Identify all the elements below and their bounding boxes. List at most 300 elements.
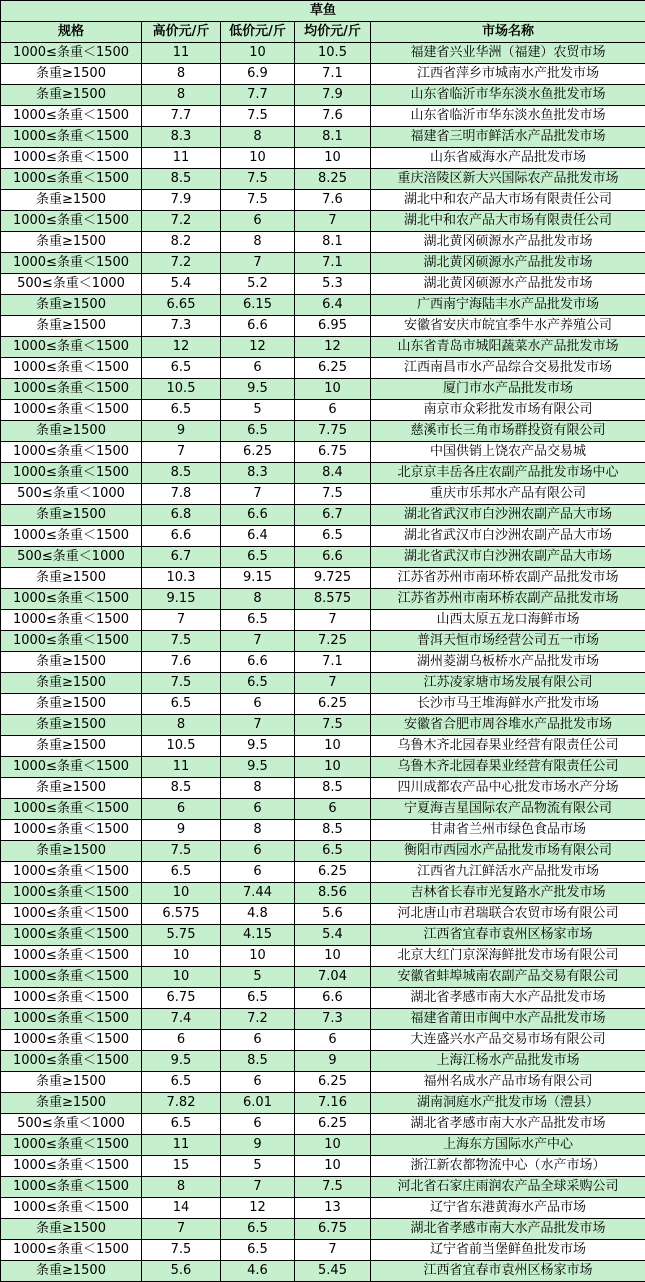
cell-avg-price: 6.75	[295, 442, 371, 463]
cell-low-price: 8	[221, 232, 295, 253]
cell-low-price: 6.4	[221, 526, 295, 547]
cell-market-name: 湖北黄冈硕源水产品批发市场	[371, 232, 645, 253]
cell-avg-price: 6	[295, 400, 371, 421]
cell-spec: 1000≤条重＜1500	[1, 589, 142, 610]
cell-market-name: 河北省石家庄雨润农产品全球采购公司	[371, 1177, 645, 1198]
cell-market-name: 北京京丰岳各庄农副产品批发市场中心	[371, 463, 645, 484]
cell-avg-price: 10.5	[295, 43, 371, 64]
cell-low-price: 6.5	[221, 610, 295, 631]
cell-avg-price: 6.4	[295, 295, 371, 316]
cell-low-price: 6.6	[221, 505, 295, 526]
cell-avg-price: 6.6	[295, 547, 371, 568]
cell-low-price: 8	[221, 778, 295, 799]
table-row	[1, 85, 645, 106]
table-row	[1, 799, 645, 820]
cell-spec: 条重≥1500	[1, 1219, 142, 1240]
cell-spec: 1000≤条重＜1500	[1, 43, 142, 64]
cell-avg-price: 7	[295, 211, 371, 232]
cell-spec: 条重≥1500	[1, 190, 142, 211]
cell-avg-price: 6.25	[295, 862, 371, 883]
cell-high-price: 6.6	[142, 526, 221, 547]
cell-market-name: 湖北省武汉市白沙洲农副产品大市场	[371, 526, 645, 547]
table-row	[1, 295, 645, 316]
table-row	[1, 1051, 645, 1072]
cell-market-name: 厦门市水产品批发市场	[371, 379, 645, 400]
cell-low-price: 10	[221, 148, 295, 169]
cell-low-price: 9.15	[221, 568, 295, 589]
cell-avg-price: 8.25	[295, 169, 371, 190]
table-row	[1, 1093, 645, 1114]
table-row	[1, 820, 645, 841]
table-row	[1, 316, 645, 337]
cell-market-name: 湖北中和农产品大市场有限责任公司	[371, 211, 645, 232]
cell-low-price: 10	[221, 43, 295, 64]
cell-spec: 条重≥1500	[1, 85, 142, 106]
cell-high-price: 7.9	[142, 190, 221, 211]
table-row	[1, 1156, 645, 1177]
cell-high-price: 10	[142, 883, 221, 904]
table-row	[1, 211, 645, 232]
cell-market-name: 山东省青岛市城阳蔬菜水产品批发市场	[371, 337, 645, 358]
cell-market-name: 湖南洞庭水产批发市场（澧县）	[371, 1093, 645, 1114]
table-row	[1, 253, 645, 274]
table-row	[1, 337, 645, 358]
table-title: 草鱼	[1, 1, 645, 22]
cell-spec: 条重≥1500	[1, 1072, 142, 1093]
cell-spec: 条重≥1500	[1, 568, 142, 589]
cell-avg-price: 7.9	[295, 85, 371, 106]
cell-spec: 条重≥1500	[1, 694, 142, 715]
table-row	[1, 232, 645, 253]
cell-low-price: 7	[221, 631, 295, 652]
cell-high-price: 6	[142, 1030, 221, 1051]
cell-high-price: 14	[142, 1198, 221, 1219]
cell-low-price: 6	[221, 1072, 295, 1093]
cell-spec: 1000≤条重＜1500	[1, 169, 142, 190]
cell-high-price: 6.5	[142, 358, 221, 379]
title-row	[1, 1, 645, 22]
table-row	[1, 631, 645, 652]
cell-low-price: 6	[221, 799, 295, 820]
column-header-market: 市场名称	[371, 22, 645, 43]
cell-low-price: 6.5	[221, 1240, 295, 1261]
cell-market-name: 湖北省武汉市白沙洲农副产品大市场	[371, 547, 645, 568]
cell-low-price: 5	[221, 967, 295, 988]
cell-high-price: 8	[142, 715, 221, 736]
cell-market-name: 湖北省武汉市白沙洲农副产品大市场	[371, 505, 645, 526]
cell-low-price: 9.5	[221, 379, 295, 400]
cell-spec: 1000≤条重＜1500	[1, 925, 142, 946]
cell-market-name: 福州名成水产品市场有限公司	[371, 1072, 645, 1093]
cell-high-price: 10.5	[142, 379, 221, 400]
cell-avg-price: 6	[295, 1030, 371, 1051]
cell-high-price: 6.575	[142, 904, 221, 925]
cell-spec: 条重≥1500	[1, 652, 142, 673]
table-row	[1, 463, 645, 484]
cell-high-price: 8.5	[142, 778, 221, 799]
table-row	[1, 883, 645, 904]
cell-high-price: 7.5	[142, 1240, 221, 1261]
cell-market-name: 吉林省长春市光复路水产批发市场	[371, 883, 645, 904]
cell-avg-price: 7.75	[295, 421, 371, 442]
cell-low-price: 8	[221, 127, 295, 148]
cell-avg-price: 6.25	[295, 1072, 371, 1093]
cell-market-name: 乌鲁木齐北园春果业经营有限责任公司	[371, 736, 645, 757]
cell-avg-price: 6.5	[295, 841, 371, 862]
cell-market-name: 重庆市乐邦水产品有限公司	[371, 484, 645, 505]
cell-market-name: 湖州菱湖乌板桥水产品批发市场	[371, 652, 645, 673]
table-row	[1, 274, 645, 295]
cell-low-price: 6.5	[221, 547, 295, 568]
cell-avg-price: 7.3	[295, 1009, 371, 1030]
table-row	[1, 673, 645, 694]
cell-high-price: 10.3	[142, 568, 221, 589]
cell-low-price: 8	[221, 589, 295, 610]
cell-spec: 1000≤条重＜1500	[1, 463, 142, 484]
cell-market-name: 山东省临沂市华东淡水鱼批发市场	[371, 106, 645, 127]
cell-market-name: 安徽省蚌埠城南农副产品交易有限公司	[371, 967, 645, 988]
table-row	[1, 1177, 645, 1198]
cell-low-price: 9.5	[221, 736, 295, 757]
cell-market-name: 甘肃省兰州市绿色食品市场	[371, 820, 645, 841]
cell-high-price: 6.8	[142, 505, 221, 526]
cell-market-name: 重庆涪陵区新大兴国际农产品批发市场	[371, 169, 645, 190]
table-row	[1, 736, 645, 757]
cell-market-name: 乌鲁木齐北园春果业经营有限责任公司	[371, 757, 645, 778]
table-row	[1, 379, 645, 400]
cell-spec: 500≤条重＜1000	[1, 274, 142, 295]
cell-spec: 1000≤条重＜1500	[1, 127, 142, 148]
cell-avg-price: 6.95	[295, 316, 371, 337]
cell-low-price: 6	[221, 1030, 295, 1051]
cell-market-name: 江西省宜春市袁州区杨家市场	[371, 1261, 645, 1282]
cell-avg-price: 10	[295, 757, 371, 778]
cell-spec: 500≤条重＜1000	[1, 1114, 142, 1135]
cell-spec: 条重≥1500	[1, 1261, 142, 1282]
cell-high-price: 5.6	[142, 1261, 221, 1282]
cell-high-price: 7.6	[142, 652, 221, 673]
cell-low-price: 8.3	[221, 463, 295, 484]
cell-avg-price: 10	[295, 148, 371, 169]
cell-spec: 1000≤条重＜1500	[1, 820, 142, 841]
cell-high-price: 7.3	[142, 316, 221, 337]
cell-market-name: 上海江杨水产品批发市场	[371, 1051, 645, 1072]
cell-spec: 1000≤条重＜1500	[1, 883, 142, 904]
cell-market-name: 山东省威海水产品批发市场	[371, 148, 645, 169]
cell-spec: 条重≥1500	[1, 232, 142, 253]
cell-low-price: 6	[221, 211, 295, 232]
cell-spec: 1000≤条重＜1500	[1, 904, 142, 925]
table-row	[1, 589, 645, 610]
cell-market-name: 南京市众彩批发市场有限公司	[371, 400, 645, 421]
cell-spec: 1000≤条重＜1500	[1, 1030, 142, 1051]
cell-low-price: 4.8	[221, 904, 295, 925]
table-row	[1, 43, 645, 64]
table-row	[1, 841, 645, 862]
cell-high-price: 6.5	[142, 400, 221, 421]
cell-market-name: 福建省兴业华洲（福建）农贸市场	[371, 43, 645, 64]
cell-avg-price: 7.04	[295, 967, 371, 988]
cell-avg-price: 9	[295, 1051, 371, 1072]
cell-low-price: 7.2	[221, 1009, 295, 1030]
cell-high-price: 5.75	[142, 925, 221, 946]
table-row	[1, 1114, 645, 1135]
cell-market-name: 江苏省苏州市南环桥农副产品批发市场	[371, 568, 645, 589]
cell-market-name: 浙江新农都物流中心（水产市场）	[371, 1156, 645, 1177]
cell-low-price: 5.2	[221, 274, 295, 295]
cell-spec: 1000≤条重＜1500	[1, 757, 142, 778]
cell-avg-price: 8.5	[295, 778, 371, 799]
cell-high-price: 9	[142, 421, 221, 442]
cell-avg-price: 8.4	[295, 463, 371, 484]
cell-high-price: 15	[142, 1156, 221, 1177]
cell-market-name: 广西南宁海陆丰水产品批发市场	[371, 295, 645, 316]
cell-avg-price: 6.7	[295, 505, 371, 526]
cell-high-price: 6.5	[142, 1072, 221, 1093]
cell-high-price: 7.2	[142, 211, 221, 232]
cell-high-price: 7	[142, 610, 221, 631]
cell-avg-price: 7.16	[295, 1093, 371, 1114]
column-header-spec: 规格	[1, 22, 142, 43]
cell-market-name: 湖北省孝感市南大水产品批发市场	[371, 1219, 645, 1240]
cell-market-name: 山东省临沂市华东淡水鱼批发市场	[371, 85, 645, 106]
table-row	[1, 1135, 645, 1156]
cell-market-name: 湖北省孝感市南大水产品批发市场	[371, 988, 645, 1009]
cell-high-price: 8	[142, 85, 221, 106]
cell-market-name: 福建省三明市鲜活水产品批发市场	[371, 127, 645, 148]
cell-high-price: 6	[142, 799, 221, 820]
cell-low-price: 6.6	[221, 316, 295, 337]
table-row	[1, 526, 645, 547]
cell-avg-price: 6.5	[295, 526, 371, 547]
cell-market-name: 中国供销上饶农产品交易城	[371, 442, 645, 463]
cell-market-name: 湖北中和农产品大市场有限责任公司	[371, 190, 645, 211]
cell-low-price: 7	[221, 253, 295, 274]
cell-avg-price: 7.1	[295, 253, 371, 274]
cell-spec: 1000≤条重＜1500	[1, 1177, 142, 1198]
cell-avg-price: 13	[295, 1198, 371, 1219]
cell-high-price: 7.8	[142, 484, 221, 505]
cell-avg-price: 7.6	[295, 106, 371, 127]
cell-high-price: 9.15	[142, 589, 221, 610]
cell-avg-price: 7	[295, 610, 371, 631]
cell-high-price: 8	[142, 64, 221, 85]
cell-spec: 1000≤条重＜1500	[1, 1156, 142, 1177]
cell-market-name: 山西太原五龙口海鲜市场	[371, 610, 645, 631]
table-row	[1, 442, 645, 463]
cell-high-price: 8	[142, 1177, 221, 1198]
cell-low-price: 12	[221, 1198, 295, 1219]
cell-avg-price: 5.3	[295, 274, 371, 295]
table-row	[1, 484, 645, 505]
table-row	[1, 400, 645, 421]
cell-spec: 1000≤条重＜1500	[1, 526, 142, 547]
cell-market-name: 江苏省苏州市南环桥农副产品批发市场	[371, 589, 645, 610]
cell-avg-price: 9.725	[295, 568, 371, 589]
cell-spec: 1000≤条重＜1500	[1, 988, 142, 1009]
cell-market-name: 江西省九江鲜活水产品批发市场	[371, 862, 645, 883]
cell-avg-price: 12	[295, 337, 371, 358]
cell-avg-price: 7	[295, 673, 371, 694]
cell-market-name: 大连盛兴水产品交易市场有限公司	[371, 1030, 645, 1051]
cell-spec: 1000≤条重＜1500	[1, 967, 142, 988]
cell-spec: 条重≥1500	[1, 736, 142, 757]
cell-spec: 条重≥1500	[1, 673, 142, 694]
cell-spec: 1000≤条重＜1500	[1, 253, 142, 274]
table-row	[1, 757, 645, 778]
table-row	[1, 1072, 645, 1093]
cell-spec: 条重≥1500	[1, 715, 142, 736]
table-row	[1, 127, 645, 148]
cell-market-name: 江苏凌家塘市场发展有限公司	[371, 673, 645, 694]
table-row	[1, 169, 645, 190]
cell-high-price: 6.5	[142, 694, 221, 715]
cell-low-price: 8.5	[221, 1051, 295, 1072]
cell-spec: 1000≤条重＜1500	[1, 337, 142, 358]
cell-avg-price: 8.575	[295, 589, 371, 610]
table-row	[1, 1240, 645, 1261]
cell-avg-price: 6.25	[295, 358, 371, 379]
table-row	[1, 505, 645, 526]
cell-market-name: 慈溪市长三角市场群投资有限公司	[371, 421, 645, 442]
cell-avg-price: 8.1	[295, 232, 371, 253]
cell-spec: 1000≤条重＜1500	[1, 1051, 142, 1072]
table-row	[1, 715, 645, 736]
cell-avg-price: 5.4	[295, 925, 371, 946]
cell-avg-price: 10	[295, 379, 371, 400]
cell-low-price: 4.6	[221, 1261, 295, 1282]
cell-spec: 条重≥1500	[1, 841, 142, 862]
cell-spec: 1000≤条重＜1500	[1, 631, 142, 652]
cell-market-name: 福建省莆田市闽中水产品批发市场	[371, 1009, 645, 1030]
cell-low-price: 12	[221, 337, 295, 358]
cell-low-price: 5	[221, 1156, 295, 1177]
cell-spec: 1000≤条重＜1500	[1, 1009, 142, 1030]
cell-high-price: 12	[142, 337, 221, 358]
cell-avg-price: 6.75	[295, 1219, 371, 1240]
cell-low-price: 7.5	[221, 106, 295, 127]
cell-market-name: 四川成都农产品中心批发市场水产分场	[371, 778, 645, 799]
cell-low-price: 6	[221, 694, 295, 715]
cell-low-price: 6.6	[221, 652, 295, 673]
cell-avg-price: 7.1	[295, 64, 371, 85]
cell-high-price: 10.5	[142, 736, 221, 757]
cell-avg-price: 10	[295, 1135, 371, 1156]
cell-low-price: 7	[221, 484, 295, 505]
cell-avg-price: 7.5	[295, 715, 371, 736]
cell-high-price: 7.4	[142, 1009, 221, 1030]
cell-spec: 1000≤条重＜1500	[1, 610, 142, 631]
table-row	[1, 190, 645, 211]
table-row	[1, 1219, 645, 1240]
cell-avg-price: 7.1	[295, 652, 371, 673]
cell-low-price: 6.5	[221, 1219, 295, 1240]
cell-high-price: 7	[142, 1219, 221, 1240]
cell-avg-price: 5.6	[295, 904, 371, 925]
cell-spec: 1000≤条重＜1500	[1, 1240, 142, 1261]
cell-low-price: 9	[221, 1135, 295, 1156]
table-row	[1, 778, 645, 799]
cell-avg-price: 6.25	[295, 1114, 371, 1135]
cell-spec: 条重≥1500	[1, 421, 142, 442]
cell-avg-price: 7.5	[295, 1177, 371, 1198]
cell-high-price: 7.7	[142, 106, 221, 127]
table-row	[1, 610, 645, 631]
cell-market-name: 辽宁省东港黄海水产品市场	[371, 1198, 645, 1219]
cell-low-price: 7.5	[221, 190, 295, 211]
cell-low-price: 6	[221, 358, 295, 379]
cell-high-price: 7	[142, 442, 221, 463]
cell-low-price: 6.9	[221, 64, 295, 85]
header-row	[1, 22, 645, 43]
cell-market-name: 北京大红门京深海鲜批发市场有限公司	[371, 946, 645, 967]
cell-market-name: 辽宁省前当堡鲜鱼批发市场	[371, 1240, 645, 1261]
cell-high-price: 8.2	[142, 232, 221, 253]
table-row	[1, 988, 645, 1009]
cell-spec: 500≤条重＜1000	[1, 547, 142, 568]
table-row	[1, 547, 645, 568]
table-row	[1, 358, 645, 379]
table-row	[1, 106, 645, 127]
cell-high-price: 11	[142, 757, 221, 778]
cell-market-name: 湖北省孝感市南大水产品批发市场	[371, 1114, 645, 1135]
column-header-avg-price: 均价元/斤	[295, 22, 371, 43]
table-row	[1, 64, 645, 85]
cell-spec: 1000≤条重＜1500	[1, 1198, 142, 1219]
table-row	[1, 652, 645, 673]
cell-market-name: 江西省萍乡市城南水产批发市场	[371, 64, 645, 85]
cell-spec: 条重≥1500	[1, 295, 142, 316]
cell-low-price: 7.44	[221, 883, 295, 904]
cell-high-price: 8.3	[142, 127, 221, 148]
cell-low-price: 7.7	[221, 85, 295, 106]
cell-market-name: 安徽省安庆市皖宜季牛水产养殖公司	[371, 316, 645, 337]
cell-spec: 1000≤条重＜1500	[1, 1135, 142, 1156]
cell-spec: 1000≤条重＜1500	[1, 358, 142, 379]
cell-spec: 1000≤条重＜1500	[1, 106, 142, 127]
cell-avg-price: 8.5	[295, 820, 371, 841]
cell-high-price: 6.5	[142, 1114, 221, 1135]
cell-low-price: 7.5	[221, 169, 295, 190]
table-row	[1, 1030, 645, 1051]
cell-low-price: 6.15	[221, 295, 295, 316]
cell-avg-price: 7.5	[295, 484, 371, 505]
cell-high-price: 8.5	[142, 463, 221, 484]
cell-high-price: 11	[142, 43, 221, 64]
cell-low-price: 6.5	[221, 421, 295, 442]
table-row	[1, 946, 645, 967]
cell-spec: 500≤条重＜1000	[1, 484, 142, 505]
cell-high-price: 7.5	[142, 631, 221, 652]
cell-high-price: 6.7	[142, 547, 221, 568]
cell-avg-price: 10	[295, 946, 371, 967]
cell-market-name: 河北唐山市君瑞联合农贸市场有限公司	[371, 904, 645, 925]
table-row	[1, 568, 645, 589]
cell-avg-price: 7.6	[295, 190, 371, 211]
cell-high-price: 11	[142, 1135, 221, 1156]
cell-market-name: 江西省宜春市袁州区杨家市场	[371, 925, 645, 946]
table-row	[1, 925, 645, 946]
cell-low-price: 6	[221, 841, 295, 862]
table-row	[1, 1261, 645, 1282]
table-row	[1, 904, 645, 925]
cell-avg-price: 5.45	[295, 1261, 371, 1282]
cell-low-price: 10	[221, 946, 295, 967]
cell-high-price: 10	[142, 967, 221, 988]
cell-market-name: 湖北黄冈硕源水产品批发市场	[371, 274, 645, 295]
cell-high-price: 6.65	[142, 295, 221, 316]
cell-spec: 条重≥1500	[1, 64, 142, 85]
